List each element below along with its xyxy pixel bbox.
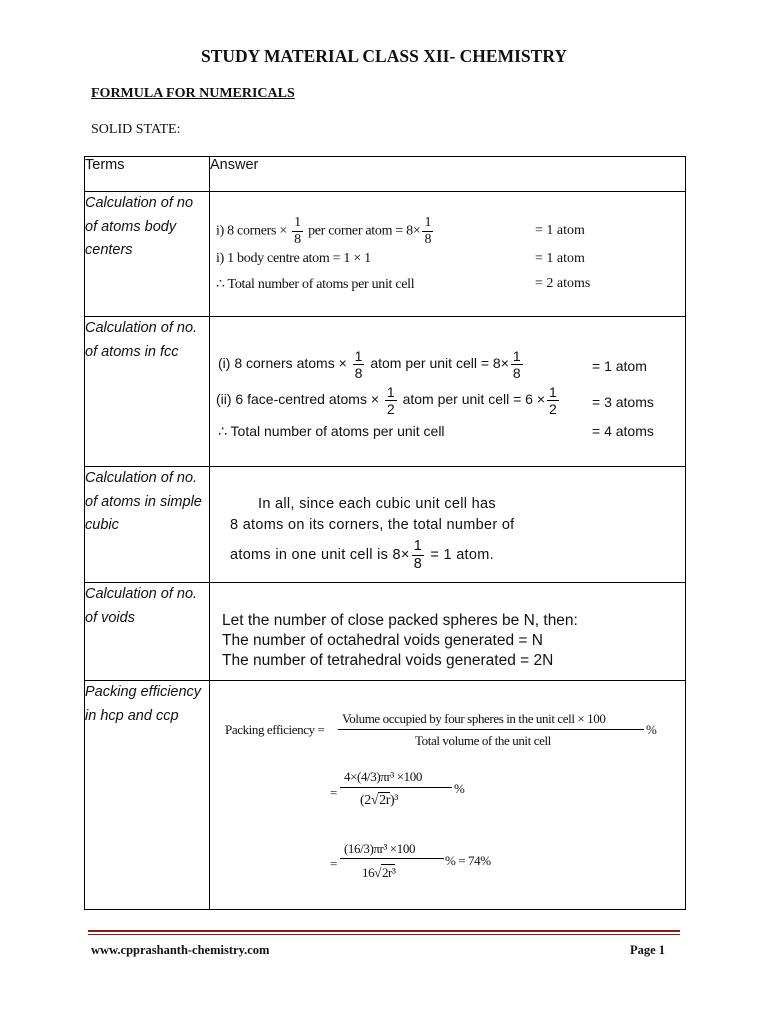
table-row	[85, 192, 686, 317]
answer-line: 8 atoms on its corners, the total number of	[230, 517, 515, 533]
formula-percent: %	[454, 781, 465, 796]
answer-result: = 4 atoms	[592, 423, 654, 439]
formula-lhs: Packing efficiency =	[225, 722, 325, 737]
answer-result: = 3 atoms	[592, 394, 654, 410]
answer-result: = 2 atoms	[535, 276, 591, 291]
header-terms: Terms	[85, 157, 210, 192]
formula-denominator: 16√2r³	[362, 865, 396, 880]
footer-website: www.cpprashanth-chemistry.com	[91, 943, 270, 957]
fraction: $\frac{1}{2}$	[549, 384, 557, 417]
term-cell: Calculation of no. of voids	[85, 583, 210, 681]
formula-numerator: Volume occupied by four spheres in the unit cell × 100	[342, 711, 606, 726]
fraction: $\frac{1}{8}$	[354, 348, 363, 381]
section-heading: FORMULA FOR NUMERICALS	[91, 86, 295, 101]
footer-rule	[88, 934, 680, 935]
fraction: $\frac{1}{8}$	[413, 538, 423, 572]
subsection-label: SOLID STATE:	[91, 122, 181, 137]
table-header-row	[85, 157, 686, 192]
formula-numerator: (16/3)πr³ ×100	[344, 841, 416, 856]
table-row	[85, 467, 686, 583]
fraction: $\frac{1}{8}$	[512, 348, 521, 381]
answer-line: ∴ Total number of atoms per unit cell	[218, 423, 445, 439]
table-row	[85, 583, 686, 681]
fraction-bar	[340, 858, 444, 859]
formula-table	[84, 156, 686, 910]
term-cell: Calculation of no. of atoms in simple cubic	[85, 467, 210, 583]
answer-result: = 1 atom	[535, 223, 585, 238]
page-title: STUDY MATERIAL CLASS XII- CHEMISTRY	[201, 46, 567, 66]
formula-equals: =	[330, 856, 337, 871]
footer-rule	[88, 930, 680, 932]
formula-percent: %	[646, 722, 657, 737]
answer-cell	[210, 317, 686, 467]
footer-page-number: Page 1	[630, 943, 666, 957]
formula-denominator: Total volume of the unit cell	[415, 733, 551, 748]
answer-line: The number of tetrahedral voids generated = 2N	[222, 652, 554, 669]
answer-cell	[210, 467, 686, 583]
answer-line: (ii) 6 face-centred atoms × $\frac{1}{2}$ atom per unit cell = 6 × $\frac{1}{2}$	[216, 384, 557, 417]
table-row	[85, 317, 686, 467]
answer-line: The number of octahedral voids generated = N	[222, 632, 543, 649]
answer-line: atoms in one unit cell is 8× $\frac{1}{8}$ = 1 atom.	[230, 538, 494, 572]
answer-cell	[210, 681, 686, 910]
header-answer: Answer	[210, 157, 686, 192]
answer-line: (i) 8 corners atoms × $\frac{1}{8}$ atom per unit cell = 8× $\frac{1}{8}$	[218, 348, 521, 381]
formula-result: % = 74%	[445, 853, 491, 868]
term-cell: Packing efficiency in hcp and ccp	[85, 681, 210, 910]
table-row	[85, 681, 686, 910]
answer-result: = 1 atom	[592, 358, 647, 374]
formula-numerator: 4×(4/3)πr³ ×100	[344, 769, 422, 784]
answer-line: i) 1 body centre atom = 1 × 1	[216, 251, 371, 266]
fraction: $\frac{1}{8}$	[294, 215, 301, 247]
fraction: $\frac{1}{8}$	[424, 215, 432, 247]
term-cell: Calculation of no of atoms body centers	[85, 192, 210, 317]
answer-line: i) 8 corners × $\frac{1}{8}$ per corner atom = 8× $\frac{1}{8}$	[216, 215, 432, 247]
fraction-bar	[340, 787, 452, 788]
fraction-bar	[338, 729, 644, 730]
answer-result: = 1 atom	[535, 251, 585, 266]
answer-cell	[210, 583, 686, 681]
formula-equals: =	[330, 785, 337, 800]
term-cell: Calculation of no. of atoms in fcc	[85, 317, 210, 467]
answer-line: In all, since each cubic unit cell has	[258, 496, 496, 512]
answer-line: Let the number of close packed spheres be N, then:	[222, 612, 578, 629]
answer-line: ∴ Total number of atoms per unit cell	[216, 277, 415, 292]
formula-denominator: (2√2r)³	[360, 793, 399, 808]
answer-cell	[210, 192, 686, 317]
fraction: $\frac{1}{2}$	[386, 384, 395, 417]
